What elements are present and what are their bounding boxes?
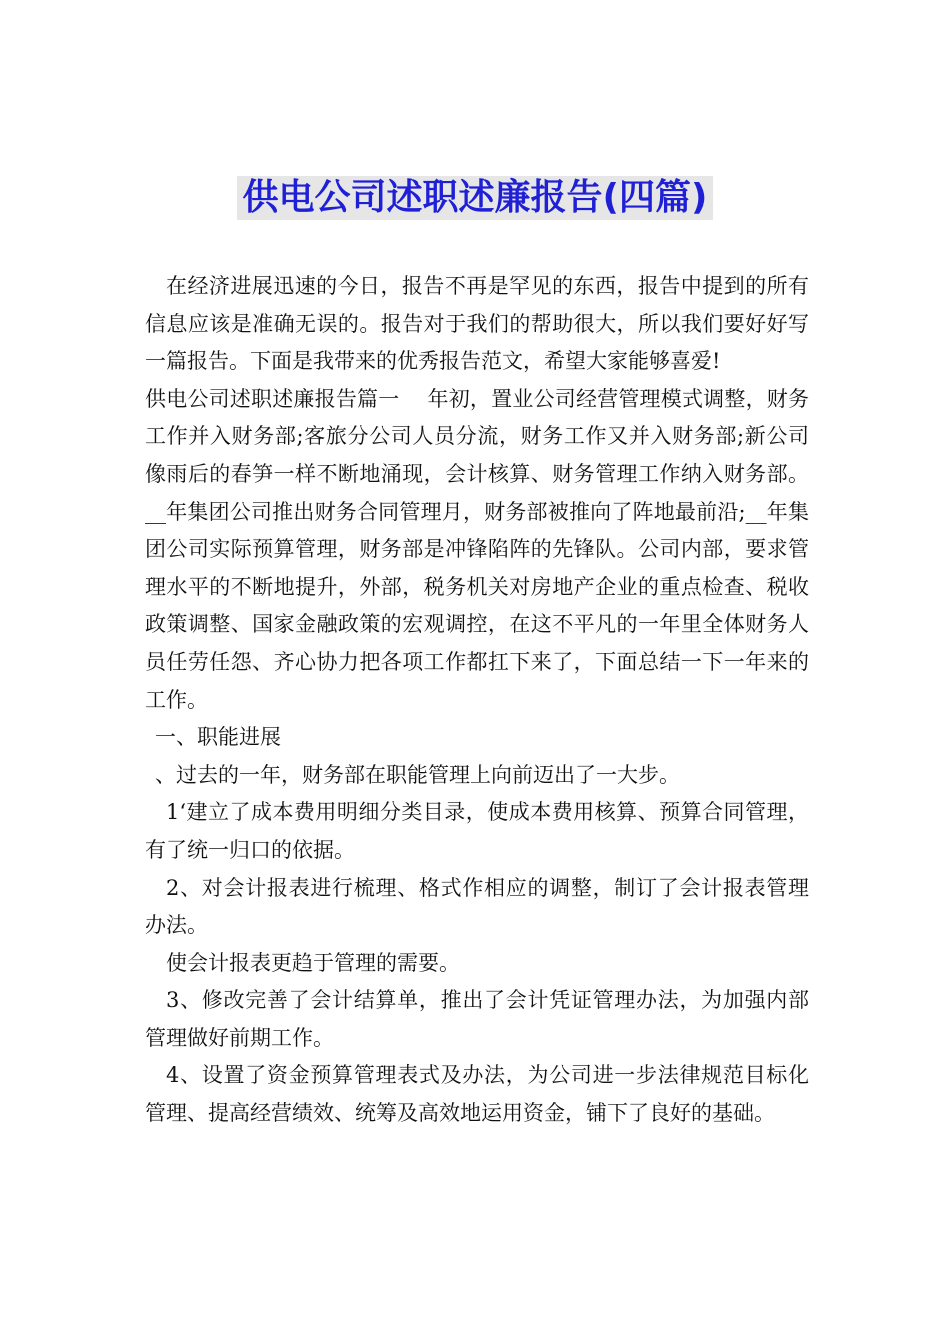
title-container — [0, 176, 950, 220]
document-body — [145, 268, 809, 1133]
list-item: 4、设置了资金预算管理表式及办法，为公司进一步法律规范目标化管理、提高经营绩效、统筹及高效地运用资金，铺下了良好的基础。 — [145, 1063, 809, 1126]
section-heading-1: 一、职能进展 — [155, 725, 281, 750]
section-paragraph-1: 供电公司述职述廉报告篇一 年初，置业公司经营管理模式调整，财务工作并入财务部;客旅分公司人员分流，财务工作又并入财务部;新公司像雨后的春笋一样不断地涌现，会计核算、财务管理工作纳入财务部。__年集团公司推出财务合同管理月，财务部被推向了阵地最前沿;__年集团公司实际预算管理，财务部是冲锋陷阵的先锋队。公司内部，要求管理水平的不断地提升，外部，税务机关对房地产企业的重点检查、税收政策调整、国家金融政策的宏观调控，在这不平凡的一年里全体财务人员任劳任怨、齐心协力把各项工作都扛下来了，下面总结一下一年来的工作。 — [145, 386, 809, 712]
list-item: 使会计报表更趋于管理的需要。 — [166, 950, 460, 975]
list-item: 1‘建立了成本费用明细分类目录，使成本费用核算、预算合同管理，有了统一归口的依据。 — [145, 800, 809, 862]
list-item: 2、对会计报表进行梳理、格式作相应的调整，制订了会计报表管理办法。 — [145, 875, 809, 938]
document-title: 供电公司述职述廉报告(四篇) — [237, 176, 714, 220]
list-item: 3、修改完善了会计结算单，推出了会计凭证管理办法，为加强内部管理做好前期工作。 — [145, 988, 809, 1050]
list-item: 、过去的一年，财务部在职能管理上向前迈出了一大步。 — [155, 762, 680, 787]
intro-paragraph: 在经济进展迅速的今日，报告不再是罕见的东西，报告中提到的所有信息应该是准确无误的。报告对于我们的帮助很大，所以我们要好好写一篇报告。下面是我带来的优秀报告范文，希望大家能够喜爱! — [145, 274, 809, 374]
